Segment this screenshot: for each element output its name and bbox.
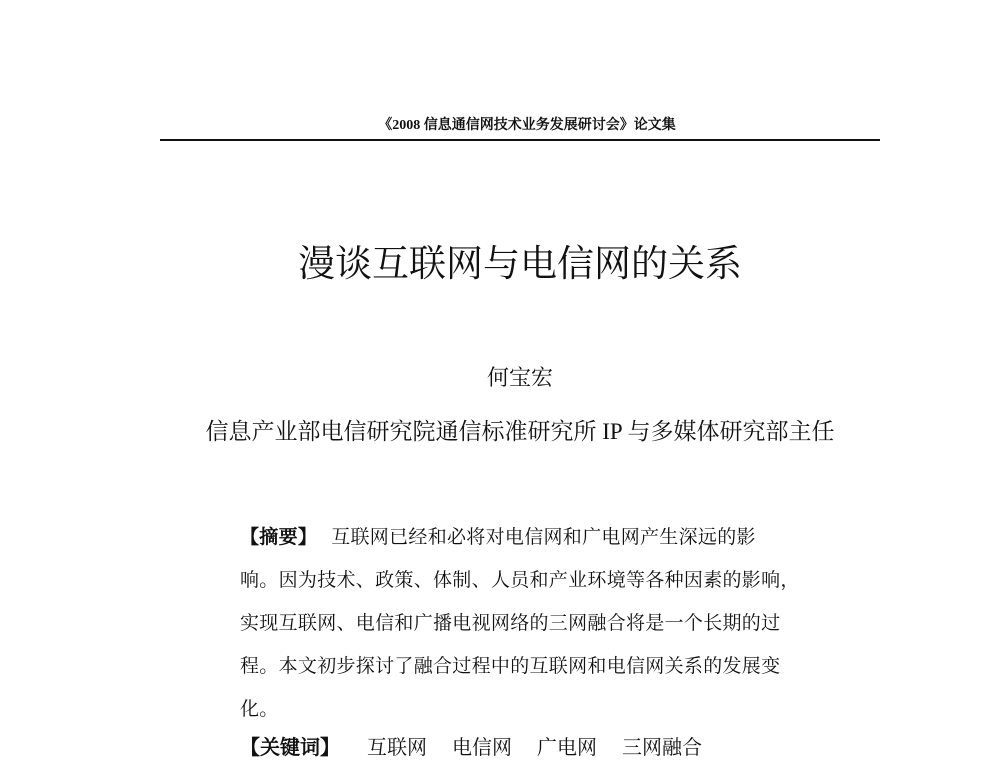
running-title: 《2008 信息通信网技术业务发展研讨会》论文集	[378, 118, 676, 133]
abstract-line: 化。	[240, 699, 279, 720]
abstract-text: 互联网已经和必将对电信网和广电网产生深远的影	[331, 527, 756, 548]
abstract-line: 程。本文初步探讨了融合过程中的互联网和电信网关系的发展变	[240, 656, 781, 677]
keyword-item: 广电网	[537, 737, 597, 759]
keywords-label: 【关键词】	[240, 737, 340, 759]
abstract-line	[240, 516, 820, 559]
abstract-line: 实现互联网、电信和广播电视网络的三网融合将是一个长期的过	[240, 613, 781, 634]
paper-title: 漫谈互联网与电信网的关系	[298, 244, 742, 285]
author-affiliation: 信息产业部电信研究院通信标准研究所 IP 与多媒体研究部主任	[205, 419, 835, 444]
keyword-item: 互联网	[367, 737, 427, 759]
author-name: 何宝宏	[486, 365, 553, 390]
keyword-item: 三网融合	[622, 737, 702, 759]
keywords	[240, 737, 840, 759]
abstract-line: 响。因为技术、政策、体制、人员和产业环境等各种因素的影响，	[240, 570, 800, 591]
abstract-label: 【摘要】	[240, 527, 318, 548]
abstract	[240, 516, 820, 731]
header-rule	[160, 139, 880, 141]
keyword-item: 电信网	[452, 737, 512, 759]
